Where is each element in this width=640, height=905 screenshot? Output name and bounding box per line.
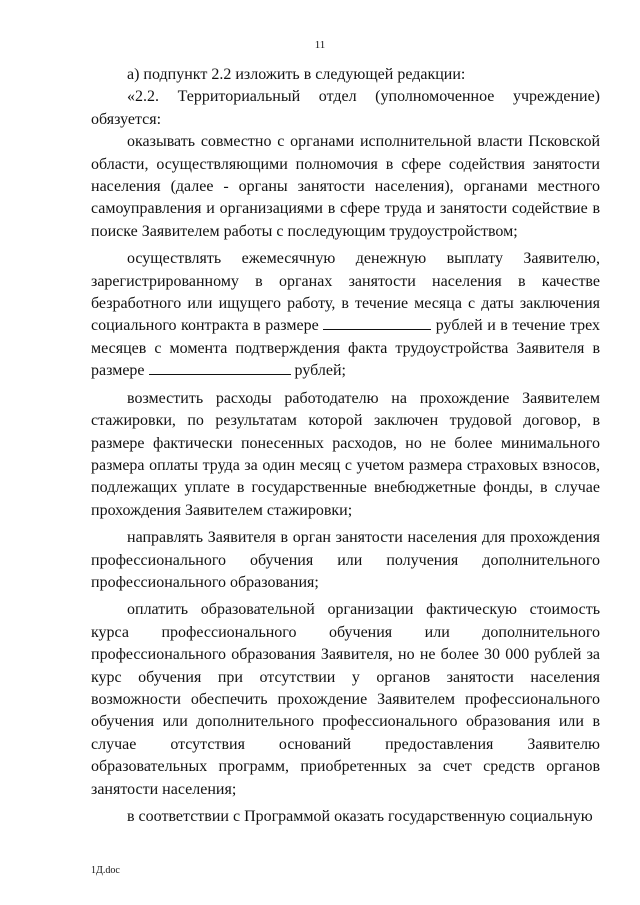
page-number: 11 [314, 39, 326, 51]
paragraph-education-payment: оплатить образовательной организации фактическую стоимость курса профессионального обучения или дополнительного профессионального образования Заявителя, но не более 30 000 рублей за курс обучения при отсутствии у органов занятости населения возможности обеспечить прохождение Заявителем профессионального обучения или дополнительного профессионального образования или в случае отсутствия оснований предоставления Заявителю образовательных программ, приобретенных за счет средств органов занятости населения; [91, 601, 600, 798]
paragraph-assist-job-search: оказывать совместно с органами исполнительной власти Псковской области, осуществляющими полномочия в сфере содействия занятости населения (далее - органы занятости населения), органами местного самоуправления и организациями в сфере труда и занятости содействие в поиске Заявителем работы с последующим трудоустройством; [91, 133, 600, 240]
monthly-payment-text-a: осуществлять ежемесячную денежную выплату Заявителю, зарегистрированному в органах занятости населения в качестве безработного или ищущего работу, в течение месяца с даты заключения социального контракта в размере [91, 250, 600, 335]
monthly-payment-text-c: рублей; [290, 362, 346, 380]
paragraph-training-referral: направлять Заявителя в орган занятости населения для прохождения профессионального обучения или получения дополнительного профессионального образования; [91, 529, 600, 591]
paragraph-intro: а) подпункт 2.2 изложить в следующей редакции: [127, 66, 466, 83]
paragraph-monthly-payment [91, 248, 600, 382]
monthly-payment-text-b: рублей и в течение трех месяцев с момента подтверждения факта трудоустройства Заявителя в размере [91, 317, 601, 380]
amount-blank-line [149, 360, 291, 375]
document-body [91, 64, 600, 828]
paragraph-social-support: в соответствии с Программой оказать государственную социальную [127, 808, 593, 825]
amount-blank-line [323, 315, 431, 330]
paragraph-internship-reimbursement: возместить расходы работодателю на прохождение Заявителем стажировки, по результатам которой заключен трудовой договор, в размере фактически понесенных расходов, но не более минимального размера оплаты труда за один месяц с учетом размера страховых взносов, подлежащих уплате в государственные внебюджетные фонды, в случае прохождения Заявителем стажировки; [91, 389, 600, 519]
paragraph-clause-2-2: «2.2. Территориальный отдел (уполномоченное учреждение) обязуется: [91, 88, 600, 128]
footer-filename: 1Д.doc [91, 865, 120, 876]
